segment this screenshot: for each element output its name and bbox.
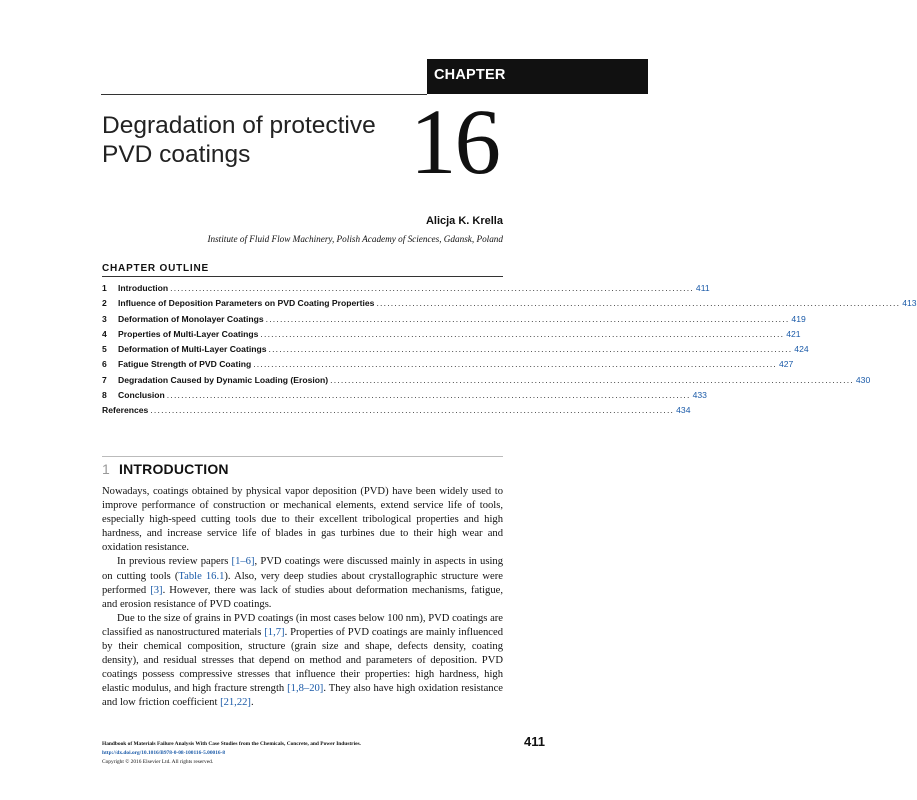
page-number: 411 xyxy=(524,734,545,749)
toc-leader: .................................................................................................................................................. xyxy=(253,359,777,370)
table-reference-link[interactable]: Table 16.1 xyxy=(178,570,225,582)
toc-page-link[interactable]: 419 xyxy=(791,313,806,324)
toc-leader: .................................................................................................................................................. xyxy=(376,298,901,309)
chapter-number: 16 xyxy=(410,91,499,194)
toc-number: 1 xyxy=(102,283,107,293)
toc-leader: .................................................................................................................................................. xyxy=(150,405,675,416)
title-divider xyxy=(101,94,427,95)
chapter-title-line-1: Degradation of protective xyxy=(102,112,376,139)
toc-item-fatigue[interactable] xyxy=(102,359,794,374)
copyright-notice: Copyright © 2016 Elsevier Ltd. All rights reserved. xyxy=(102,759,214,765)
outline-heading: CHAPTER OUTLINE xyxy=(102,263,209,274)
section-divider xyxy=(102,456,503,457)
toc-number: 3 xyxy=(102,313,107,324)
author-affiliation: Institute of Fluid Flow Machinery, Polish Academy of Sciences, Gdansk, Poland xyxy=(207,234,503,244)
citation-link[interactable]: [1,7] xyxy=(264,626,285,638)
paragraph-2: In previous review papers [1–6], PVD coatings were discussed mainly in aspects in using on cutting tools (Table 16.1). Also, very deep studies about crystallographic structure were performed [3]. However, there was lack of studies about deformation mechanisms, fatigue, and erosion resistance of PVD coatings. xyxy=(102,556,503,610)
toc-number: 6 xyxy=(102,359,107,370)
toc-number: 8 xyxy=(102,390,107,401)
toc-page-link[interactable]: 430 xyxy=(855,374,871,385)
section-title: INTRODUCTION xyxy=(119,461,229,477)
section-body xyxy=(102,485,503,711)
toc-page-link[interactable]: 427 xyxy=(779,359,794,370)
toc-leader: .................................................................................................................................................. xyxy=(330,374,854,385)
toc-page-link[interactable]: 434 xyxy=(676,405,691,416)
toc-leader: .................................................................................................................................................. xyxy=(265,313,790,324)
paragraph-1: Nowadays, coatings obtained by physical vapor deposition (PVD) have been widely used to improve performance of construction or mechanical elements, extend service life of tools, especially high-speed cutting tools due to their excellent tribological properties and high hardness, and increase service life of blades in gas turbines due to their high wear and oxidation resistance. xyxy=(102,486,503,554)
toc-title: Conclusion xyxy=(118,390,165,401)
toc-leader: .................................................................................................................................................. xyxy=(260,328,785,339)
table-of-contents xyxy=(102,283,917,421)
toc-title: Introduction xyxy=(118,283,169,293)
toc-leader: .................................................................................................................................................. xyxy=(166,390,691,401)
chapter-title xyxy=(102,111,402,169)
toc-leader: .................................................................................................................................................. xyxy=(268,344,793,355)
author-name: Alicja K. Krella xyxy=(425,215,503,227)
toc-title: Deformation of Monolayer Coatings xyxy=(118,313,264,324)
toc-item-multilayer-properties[interactable] xyxy=(102,328,801,344)
toc-page-link[interactable]: 421 xyxy=(786,328,801,339)
toc-number: 4 xyxy=(102,328,107,339)
toc-item-conclusion[interactable] xyxy=(102,390,707,405)
toc-page-link[interactable]: 413 xyxy=(902,298,917,309)
toc-number: 5 xyxy=(102,344,107,355)
toc-title: Degradation Caused by Dynamic Loading (Erosion) xyxy=(118,374,329,385)
toc-title: Fatigue Strength of PVD Coating xyxy=(118,359,252,370)
toc-number: 7 xyxy=(102,374,107,385)
toc-page-link[interactable]: 411 xyxy=(695,283,710,293)
book-title: Handbook of Materials Failure Analysis With Case Studies from the Chemicals, Concrete, and Power Industries. xyxy=(102,741,361,747)
outline-divider xyxy=(102,276,503,277)
toc-page-link[interactable]: 433 xyxy=(692,390,707,401)
toc-item-introduction[interactable] xyxy=(102,283,710,298)
chapter-title-line-2: PVD coatings xyxy=(102,141,251,168)
doi-link[interactable]: http://dx.doi.org/10.1016/B978-0-08-100116-5.00016-8 xyxy=(102,750,226,756)
toc-item-multilayer-deformation[interactable] xyxy=(102,344,809,359)
paragraph-3: Due to the size of grains in PVD coatings (in most cases below 100 nm), PVD coatings are classified as nanostructured materials [1,7]. Properties of PVD coatings are mainly influenced by their chemical composition, structure (grain size and shape, defects density, coating density), and residual stresses that depend on method and parameters of deposition. PVD coatings possess compressive stresses that influence their properties: high hardness, high elastic modulus, and high fracture strength [1,8–20]. They also have high oxidation resistance and low friction coefficient [21,22]. xyxy=(102,612,503,709)
page-footer xyxy=(102,740,361,767)
citation-link[interactable]: [21,22] xyxy=(220,697,251,709)
toc-title: Properties of Multi-Layer Coatings xyxy=(118,328,259,339)
chapter-label: CHAPTER xyxy=(434,67,506,83)
toc-item-references[interactable] xyxy=(102,405,691,420)
toc-item-erosion[interactable] xyxy=(102,374,871,390)
section-number: 1 xyxy=(102,461,110,477)
toc-number: 2 xyxy=(102,298,107,309)
toc-item-deposition-parameters[interactable] xyxy=(102,298,917,313)
citation-link[interactable]: [3] xyxy=(150,584,163,596)
citation-link[interactable]: [1–6] xyxy=(231,556,255,568)
toc-leader: .................................................................................................................................................. xyxy=(170,283,694,293)
toc-page-link[interactable]: 424 xyxy=(794,344,809,355)
toc-title: Influence of Deposition Parameters on PVD Coating Properties xyxy=(118,298,375,309)
citation-link[interactable]: [1,8–20] xyxy=(287,683,324,695)
toc-title: References xyxy=(102,405,149,416)
toc-item-monolayer[interactable] xyxy=(102,313,806,329)
toc-title: Deformation of Multi-Layer Coatings xyxy=(118,344,267,355)
